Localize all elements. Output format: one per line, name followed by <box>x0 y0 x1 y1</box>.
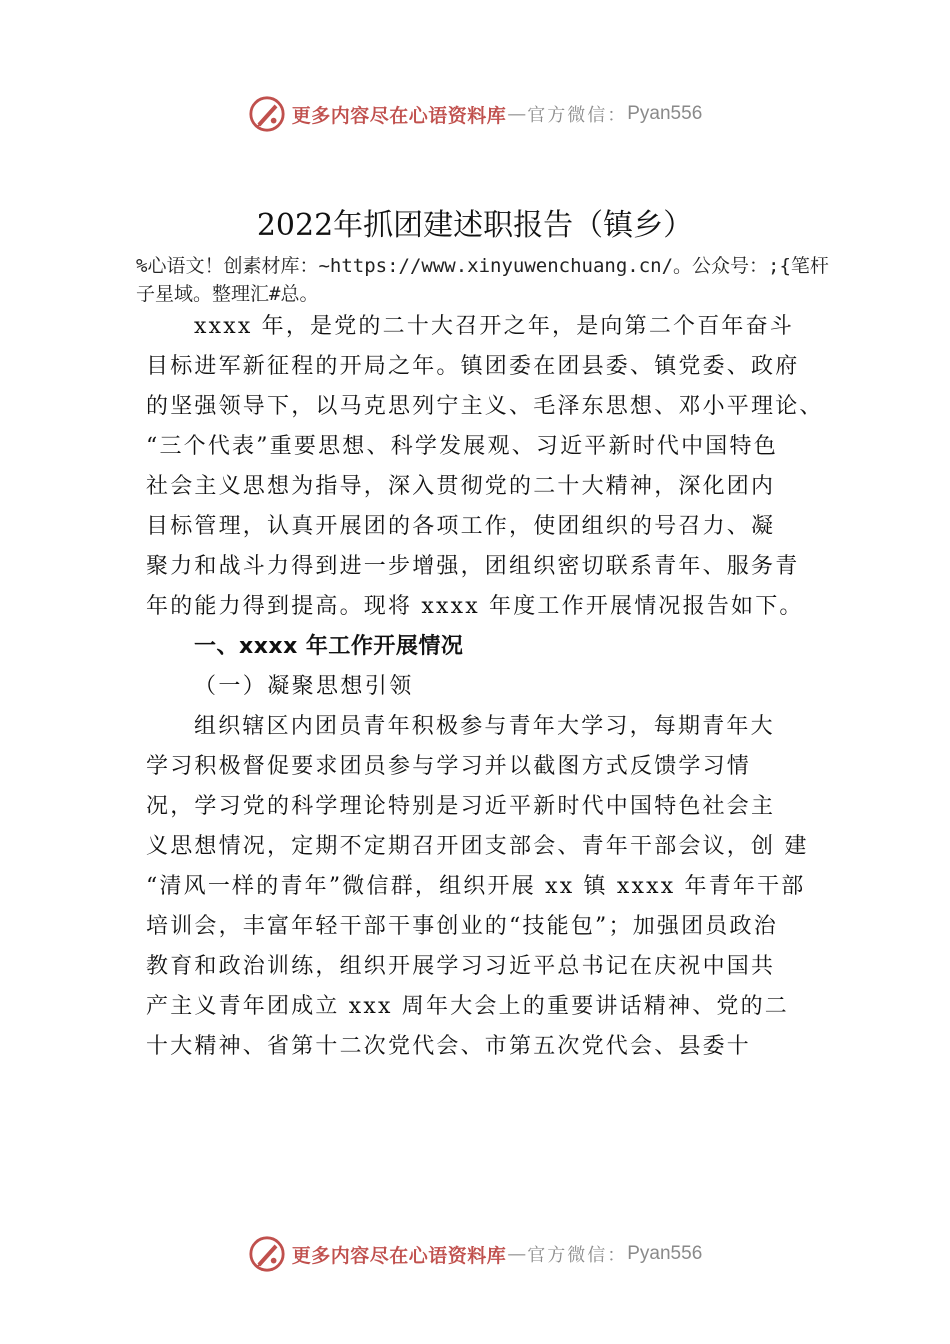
section-heading: 一、xxxx 年工作开展情况 <box>194 634 464 659</box>
banner-wechat-label: 官方微信： <box>527 105 628 126</box>
body-line: 培训会，丰富年轻干部干事创业的“技能包”；加强团员政治 <box>146 914 778 939</box>
body-line: “清风一样的青年”微信群，组织开展 xx 镇 xxxx 年青年干部 <box>146 874 806 899</box>
source-note: %心语文！创素材库：~https://www.xinyuwenchuang.cn/。公众号：;{笔杆子星域。整理汇#总。 <box>136 255 829 305</box>
pen-seal-logo-icon <box>248 95 286 133</box>
body-line: 目标管理，认真开展团的各项工作，使团组织的号召力、凝 <box>146 514 776 539</box>
body-line: “三个代表”重要思想、科学发展观、习近平新时代中国特色 <box>146 434 778 459</box>
header-banner <box>0 92 950 136</box>
banner-separator: — <box>507 103 527 125</box>
banner-main-text: 更多内容尽在心语资料库 <box>291 104 507 127</box>
body-line: 况，学习党的科学理论特别是习近平新时代中国特色社会主 <box>146 794 776 819</box>
body-line: 年的能力得到提高。现将 xxxx 年度工作开展情况报告如下。 <box>146 594 804 619</box>
body-line: 产主义青年团成立 xxx 周年大会上的重要讲话精神、党的二 <box>146 994 790 1019</box>
banner-wechat-id: Pyan556 <box>627 103 703 124</box>
body-line: 义思想情况，定期不定期召开团支部会、青年干部会议，创 建 <box>146 834 809 859</box>
banner-main-text: 更多内容尽在心语资料库 <box>291 1244 507 1267</box>
document-title: 2022年抓团建述职报告（镇乡） <box>256 208 694 243</box>
body-line: 学习积极督促要求团员参与学习并以截图方式反馈学习情 <box>146 754 752 779</box>
banner-separator: — <box>507 1243 527 1265</box>
body-line: 聚力和战斗力得到进一步增强，团组织密切联系青年、服务青 <box>146 554 800 579</box>
body-line: 教育和政治训练，组织开展学习习近平总书记在庆祝中国共 <box>146 954 776 979</box>
banner-wechat-label: 官方微信： <box>527 1245 628 1266</box>
subsection-heading: （一）凝聚思想引领 <box>194 674 414 699</box>
body-line: 的坚强领导下，以马克思列宁主义、毛泽东思想、邓小平理论、 <box>146 394 824 419</box>
body-line: 目标进军新征程的开局之年。镇团委在团县委、镇党委、政府 <box>146 354 800 379</box>
footer-banner <box>0 1232 950 1276</box>
banner-wechat-id: Pyan556 <box>627 1243 703 1264</box>
body-line: 组织辖区内团员青年积极参与青年大学习，每期青年大 <box>194 714 775 739</box>
body-line: 社会主义思想为指导，深入贯彻党的二十大精神，深化团内 <box>146 474 776 499</box>
body-line: 十大精神、省第十二次党代会、市第五次党代会、县委十 <box>146 1034 752 1059</box>
body-line: xxxx 年，是党的二十大召开之年，是向第二个百年奋斗 <box>194 314 795 339</box>
document-body <box>146 307 830 1067</box>
pen-seal-logo-icon <box>248 1235 286 1273</box>
